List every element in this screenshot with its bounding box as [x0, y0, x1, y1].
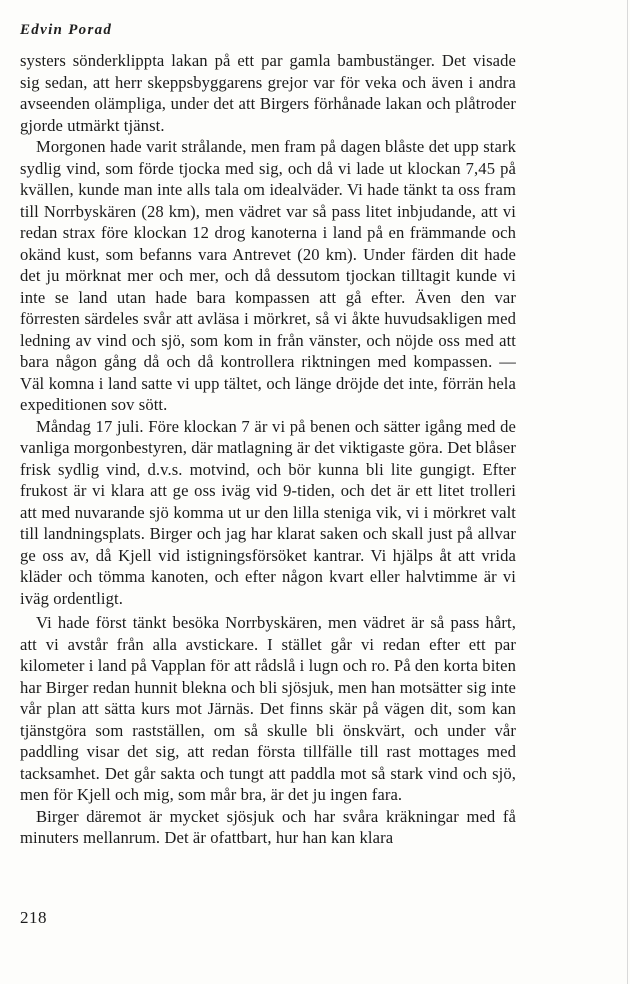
page-number: 218 [20, 908, 47, 927]
page-edge-divider [627, 0, 628, 984]
paragraph-4: Vi hade först tänkt besöka Norrbyskären, men vädret är så pass hårt, att vi avstår från alla avstickare. I stället går vi redan efter ett par kilometer i land på Vapplan för att rådslå i lugn och ro. På den korta biten har Birger redan hunnit blekna och bli sjösjuk, men han motsätter sig inte vår plan att sätta kurs mot Järnäs. Det finns skär på vägen dit, som kan tjänstgöra som rastställen, om så skulle bli önskvärt, och under vår paddling visar det sig, att redan första tillfälle till rast mottages med tacksamhet. Det går sakta och tungt att paddla mot så stark vind och sjö, men för Kjell och mig, som mår bra, är det ju ingen fara. [20, 613, 516, 804]
paragraph-2: Morgonen hade varit strålande, men fram på dagen blåste det upp stark sydlig vind, som förde tjocka med sig, och då vi lade ut klockan 7,45 på kvällen, kunde man inte alls tala om idealväder. Vi hade tänkt ta oss fram till Norrbyskären (28 km), men vädret var så pass litet inbjudande, att vi redan strax före klockan 12 drog kanoterna i land på en främmande och okänd kust, som befanns vara Antrevet (20 km). Under färden dit hade det ju mörknat mer och mer, och då dessutom tjockan tilltagit kunde vi inte se land utan hade bara kompassen att gå efter. Även den var förresten särdeles svår att avläsa i mörkret, så vi åkte huvudsakligen med ledning av vind och sjö, som kom in från vänster, och nöjde oss med att bara någon gång då och då kontrollera riktningen med kompassen. — Väl komna i land satte vi upp tältet, och länge dröjde det inte, förrän hela expeditionen sov sött. [20, 137, 516, 414]
running-head-author: Edvin Porad [20, 22, 113, 38]
paragraph-1: systers sönderklippta lakan på ett par gamla bambustänger. Det visade sig sedan, att herr skeppsbyggarens grejor var för veka och även i andra avseenden olämpliga, under det att Birgers förhånade lakan och plåtroder gjorde utmärkt tjänst. [20, 51, 516, 135]
paragraph-3: Måndag 17 juli. Före klockan 7 är vi på benen och sätter igång med de vanliga morgonbestyren, där matlagning är det viktigaste göra. Det blåser frisk sydlig vind, d.v.s. motvind, och bör kunna bli lite gungigt. Efter frukost är vi klara att ge oss iväg vid 9-tiden, och det är ett litet trolleri att med nuvarande sjö komma ut ur den lilla steniga vik, vi i mörkret valt till landningsplats. Birger och jag har klarat saken och skall just på allvar ge oss av, då Kjell vid istigningsförsöket kantrar. Vi hjälps åt att vrida kläder och tömma kanoten, och efter någon kvart eller halvtimme är vi iväg ordentligt. [20, 416, 516, 608]
body-text [20, 50, 516, 849]
paragraph-5: Birger däremot är mycket sjösjuk och har svåra kräkningar med få minuters mellanrum. Det är ofattbart, hur han kan klara [20, 806, 516, 847]
